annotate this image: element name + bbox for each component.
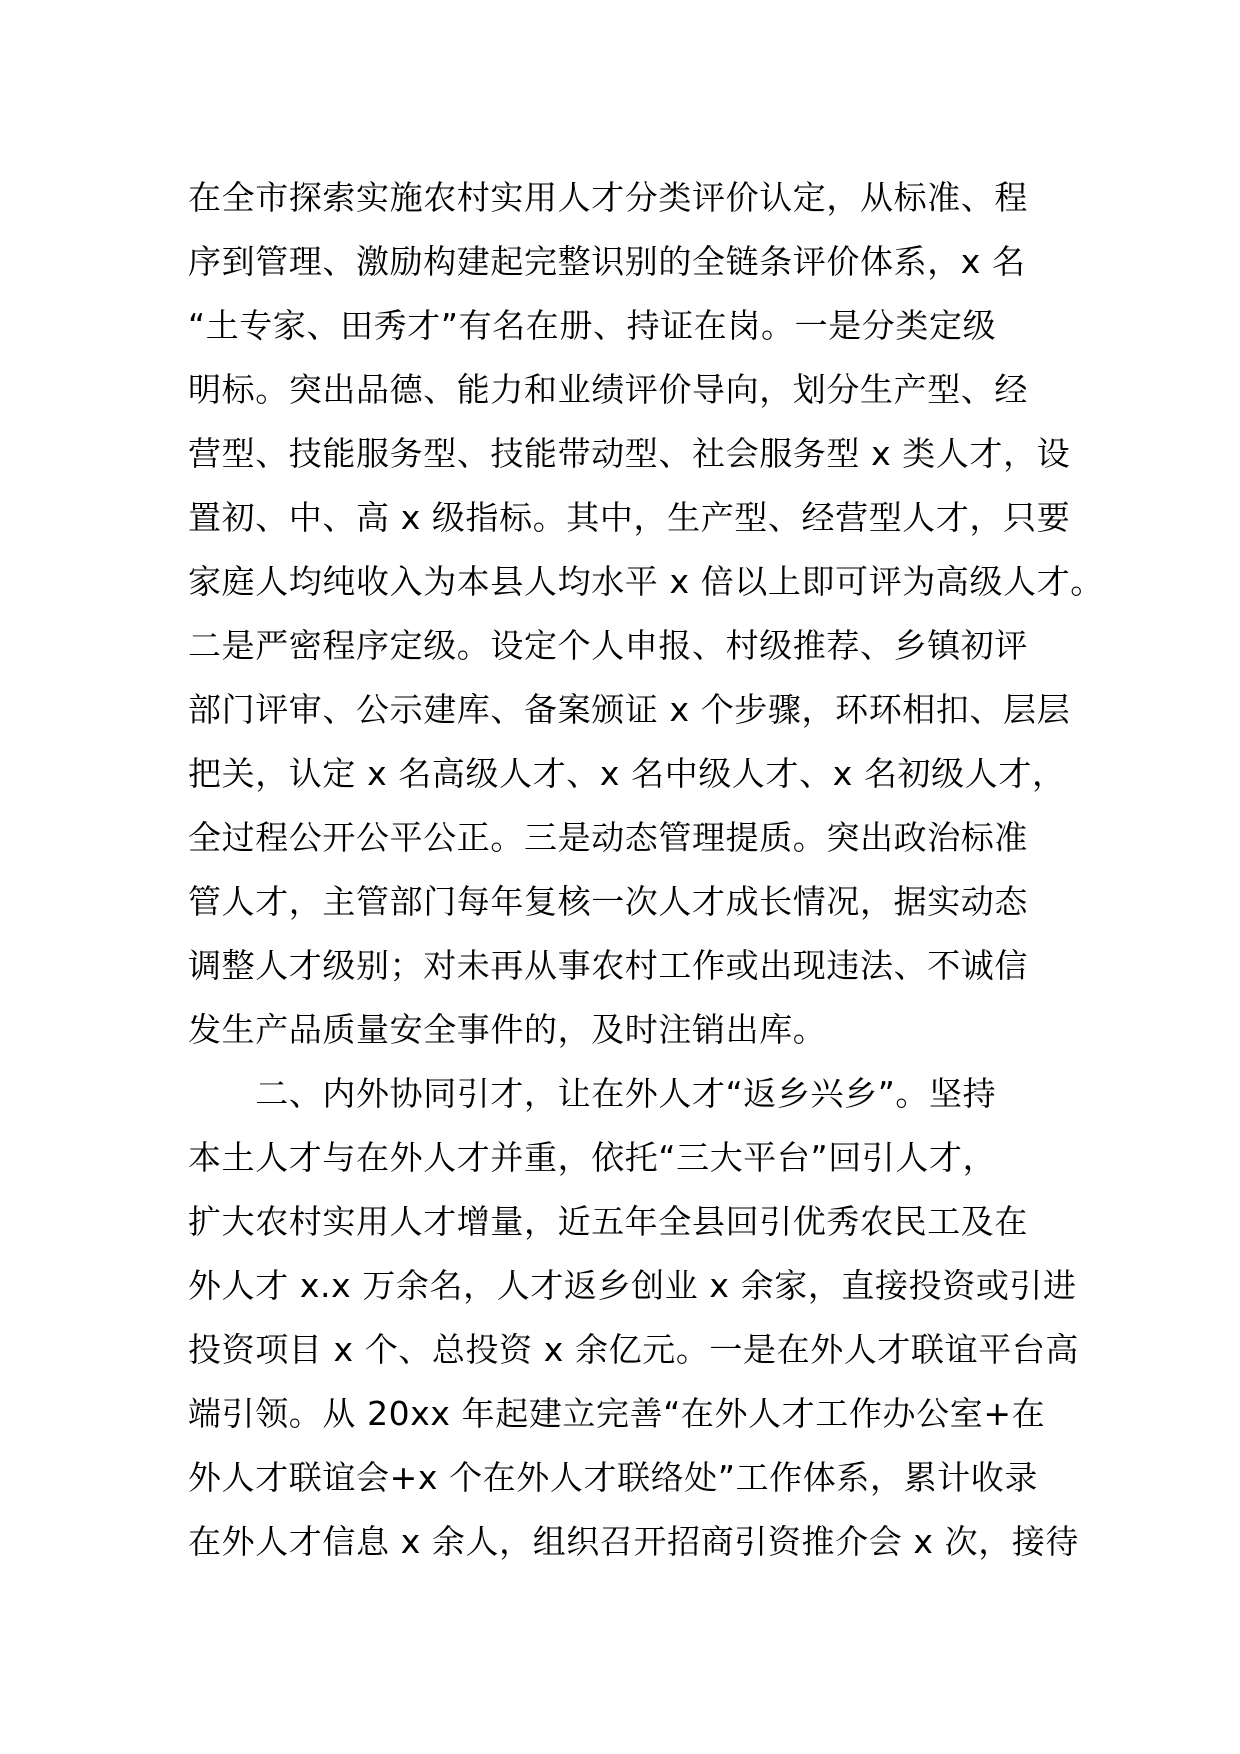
body-text-line: 管人才，主管部门每年复核一次人才成长情况，据实动态 — [188, 882, 1028, 921]
body-text-line: 置初、中、高 x 级指标。其中，生产型、经营型人才，只要 — [188, 498, 1071, 537]
body-text-line: 明标。突出品德、能力和业绩评价导向，划分生产型、经 — [188, 370, 1028, 409]
body-text-line: 把关，认定 x 名高级人才、x 名中级人才、x 名初级人才， — [188, 754, 1066, 793]
body-text-line: 部门评审、公示建库、备案颁证 x 个步骤，环环相扣、层层 — [188, 690, 1071, 729]
body-text-line: 营型、技能服务型、技能带动型、社会服务型 x 类人才，设 — [188, 434, 1071, 473]
body-text-line: 序到管理、激励构建起完整识别的全链条评价体系，x 名 — [188, 242, 1026, 281]
section-heading-line: 二、内外协同引才，让在外人才“返乡兴乡”。坚持 — [188, 1074, 997, 1113]
body-text-line: 全过程公开公平公正。三是动态管理提质。突出政治标准 — [188, 818, 1028, 857]
body-text-line: 在全市探索实施农村实用人才分类评价认定，从标准、程 — [188, 178, 1028, 217]
body-text-line: 发生产品质量安全事件的，及时注销出库。 — [188, 1010, 827, 1049]
body-text-line: 在外人才信息 x 余人，组织召开招商引资推介会 x 次，接待 — [188, 1522, 1080, 1561]
body-text-line: 扩大农村实用人才增量，近五年全县回引优秀农民工及在 — [188, 1202, 1028, 1241]
body-text-line: 本土人才与在外人才并重，依托“三大平台”回引人才， — [188, 1138, 997, 1177]
body-text-line: 端引领。从 20xx 年起建立完善“在外人才工作办公室+在 — [188, 1394, 1046, 1433]
body-text-line: 外人才 x.x 万余名，人才返乡创业 x 余家，直接投资或引进 — [188, 1266, 1077, 1305]
body-text-line: 家庭人均纯收入为本县人均水平 x 倍以上即可评为高级人才。 — [188, 562, 1104, 601]
body-text-line: “土专家、田秀才”有名在册、持证在岗。一是分类定级 — [188, 306, 997, 345]
body-text-line: 投资项目 x 个、总投资 x 余亿元。一是在外人才联谊平台高 — [188, 1330, 1080, 1369]
body-text-line: 二是严密程序定级。设定个人申报、村级推荐、乡镇初评 — [188, 626, 1028, 665]
body-text-line: 外人才联谊会+x 个在外人才联络处”工作体系，累计收录 — [188, 1458, 1038, 1497]
body-text-line: 调整人才级别；对未再从事农村工作或出现违法、不诚信 — [188, 946, 1028, 985]
